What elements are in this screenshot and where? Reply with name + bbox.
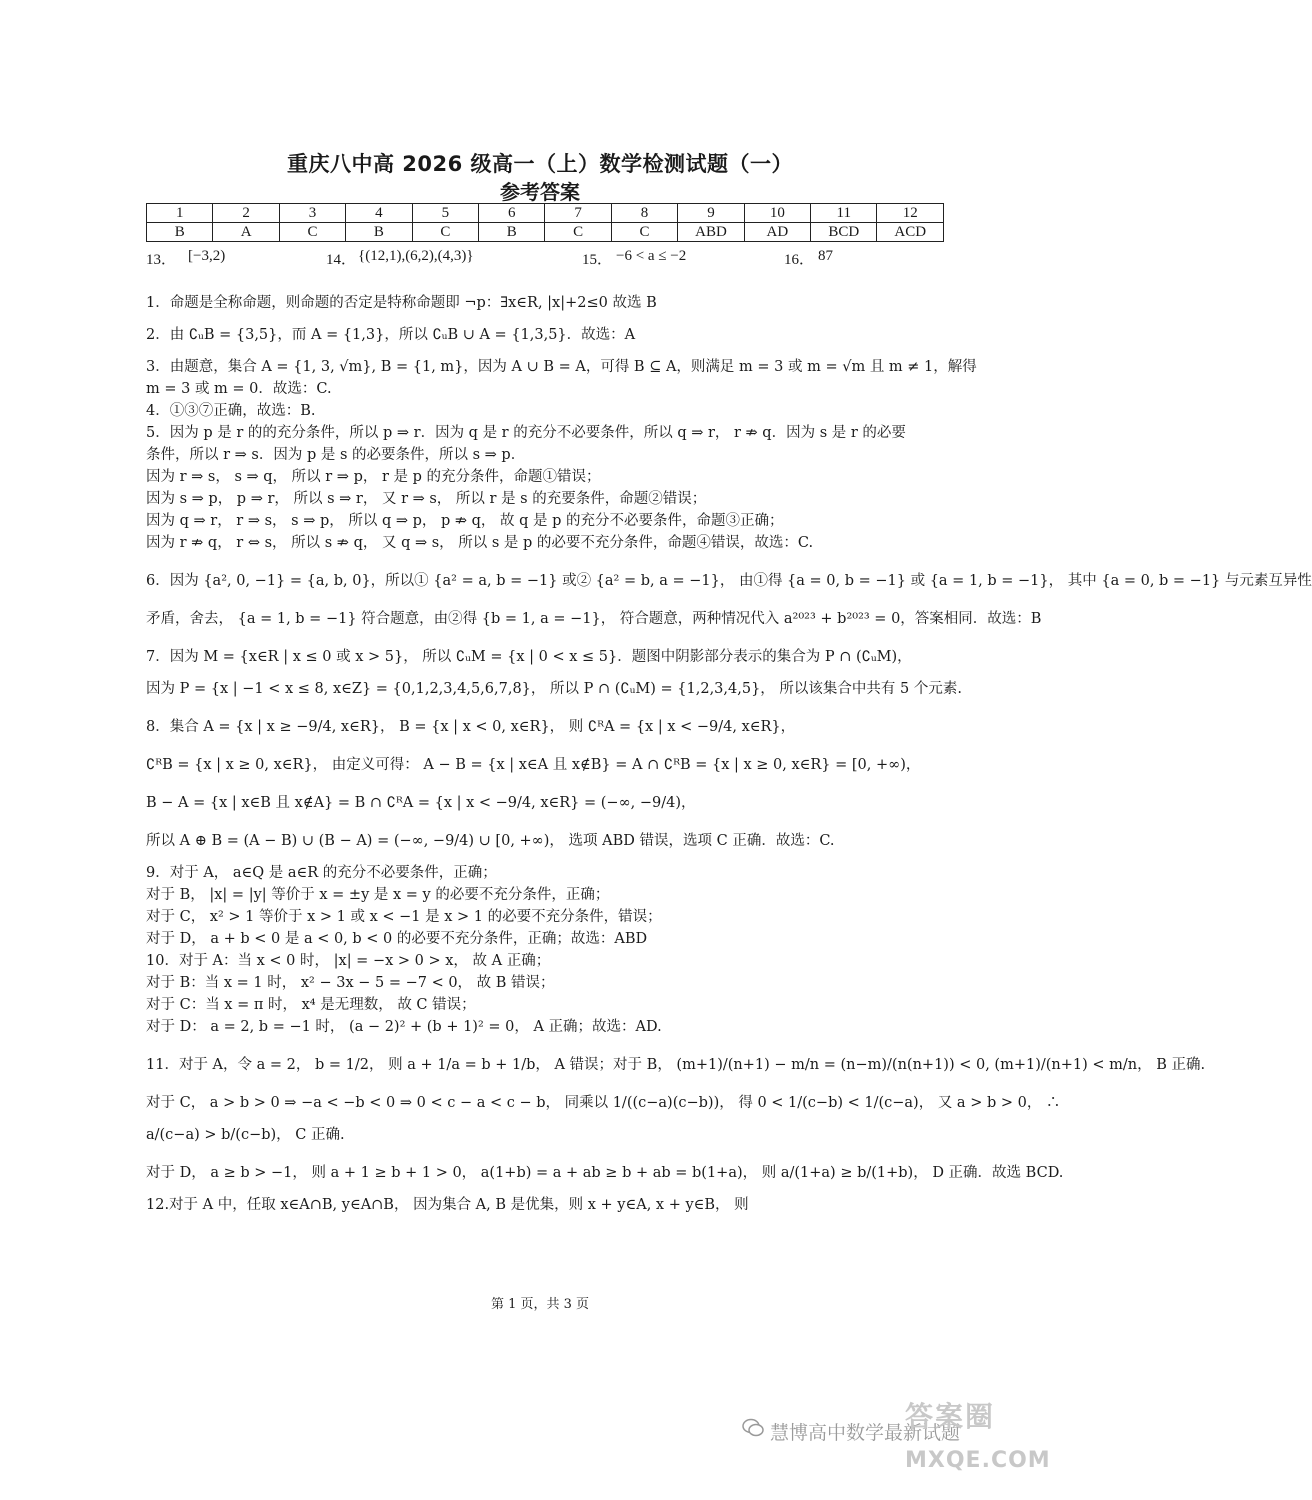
solution-line: 因为 P = {x | −1 < x ≤ 8, x∈Z} = {0,1,2,3,4,5,6,7,8}， 所以 P ∩ (∁ᵤM) = {1,2,3,4,5}， 所以该集合中共有 5 个元素. bbox=[146, 681, 962, 697]
solution-line: 对于 D， a ≥ b > −1， 则 a + 1 ≥ b + 1 > 0， a(1+b) = a + ab ≥ b + ab = b(1+a)， 则 a/(1+a) ≥ b/(1+b)， D 正确．故选 BCD. bbox=[146, 1165, 1064, 1181]
answer-cell: AD bbox=[744, 223, 810, 242]
solution-line: 8．集合 A = {x | x ≥ −9/4, x∈R}， B = {x | x < 0, x∈R}， 则 ∁ᴿA = {x | x < −9/4, x∈R}， bbox=[146, 719, 796, 735]
solution-line: 对于 C， a > b > 0 ⇒ −a < −b < 0 ⇒ 0 < c − a < c − b， 同乘以 1/((c−a)(c−b))， 得 0 < 1/(c−b) < 1/(c−a)， 又 a > b > 0， ∴ bbox=[146, 1095, 1061, 1111]
fill-in-answer: 87 bbox=[818, 248, 833, 264]
watermark-site: MXQE.COM bbox=[905, 1448, 1051, 1473]
fill-in-number: 13． bbox=[146, 252, 177, 268]
answer-table-answer-row bbox=[147, 223, 944, 242]
solution-line: 5．因为 p 是 r 的的充分条件，所以 p ⇒ r．因为 q 是 r 的充分不必要条件，所以 q ⇒ r， r ⇏ q．因为 s 是 r 的必要 bbox=[146, 425, 906, 441]
solution-line: a/(c−a) > b/(c−b)， C 正确. bbox=[146, 1127, 345, 1143]
fill-in-answer: −6 < a ≤ −2 bbox=[616, 248, 687, 264]
solution-line: 对于 C， x² > 1 等价于 x > 1 或 x < −1 是 x > 1 的必要不充分条件，错误； bbox=[146, 909, 662, 925]
solution-line: 7．因为 M = {x∈R | x ≤ 0 或 x > 5}， 所以 ∁ᵤM = {x | 0 < x ≤ 5}．题图中阴影部分表示的集合为 P ∩ (∁ᵤM)， bbox=[146, 649, 912, 665]
solution-line: 矛盾，舍去， {a = 1, b = −1} 符合题意，由②得 {b = 1, a = −1}， 符合题意，两种情况代入 a²⁰²³ + b²⁰²³ = 0，答案相同．故选：B bbox=[146, 611, 1042, 627]
answer-table bbox=[146, 203, 944, 242]
solution-line: 所以 A ⊕ B = (A − B) ∪ (B − A) = (−∞, −9/4) ∪ [0, +∞)， 选项 ABD 错误，选项 C 正确．故选：C. bbox=[146, 833, 835, 849]
answer-cell: ABD bbox=[678, 223, 744, 242]
answer-cell: C bbox=[412, 223, 478, 242]
watermark-text: 慧博高中数学最新试题 bbox=[770, 1422, 961, 1444]
answer-cell: C bbox=[545, 223, 611, 242]
question-number: 4 bbox=[346, 204, 412, 223]
fill-in-number: 16． bbox=[784, 252, 815, 268]
solution-line: m = 3 或 m = 0．故选：C. bbox=[146, 381, 332, 397]
solution-line: 对于 B， |x| = |y| 等价于 x = ±y 是 x = y 的必要不充分条件，正确； bbox=[146, 887, 610, 903]
watermark-logo: 答案圈 bbox=[905, 1400, 996, 1433]
solution-line: 9．对于 A， a∈Q 是 a∈R 的充分不必要条件，正确； bbox=[146, 865, 497, 881]
question-number: 11 bbox=[811, 204, 877, 223]
question-number: 8 bbox=[611, 204, 677, 223]
fill-in-answers bbox=[146, 248, 946, 270]
question-number: 7 bbox=[545, 204, 611, 223]
question-number: 6 bbox=[479, 204, 545, 223]
page-footer: 第 1 页，共 3 页 bbox=[490, 1297, 590, 1312]
question-number: 5 bbox=[412, 204, 478, 223]
question-number: 12 bbox=[877, 204, 944, 223]
question-number: 3 bbox=[279, 204, 345, 223]
solution-line: 因为 r ⇏ q， r ⇔ s， 所以 s ⇏ q， 又 q ⇒ s， 所以 s 是 p 的必要不充分条件，命题④错误，故选：C. bbox=[146, 535, 814, 551]
solution-line: 因为 q ⇒ r， r ⇒ s， s ⇒ p， 所以 q ⇒ p， p ⇏ q， 故 q 是 p 的充分不必要条件，命题③正确； bbox=[146, 513, 784, 529]
fill-in-number: 15． bbox=[582, 252, 613, 268]
solution-line: 对于 D， a + b < 0 是 a < 0, b < 0 的必要不充分条件，正确；故选：ABD bbox=[146, 931, 648, 947]
answer-cell: ACD bbox=[877, 223, 944, 242]
answer-cell: B bbox=[346, 223, 412, 242]
solution-line: 1．命题是全称命题，则命题的否定是特称命题即 ¬p：∃x∈R, |x|+2≤0 故选 B bbox=[146, 295, 657, 311]
wechat-icon bbox=[742, 1418, 764, 1438]
question-number: 9 bbox=[678, 204, 744, 223]
solution-line: 3．由题意，集合 A = {1, 3, √m}, B = {1, m}，因为 A ∪ B = A，可得 B ⊆ A，则满足 m = 3 或 m = √m 且 m ≠ 1，解得 bbox=[146, 359, 977, 375]
document-subtitle: 参考答案 bbox=[500, 180, 580, 204]
answer-cell: C bbox=[279, 223, 345, 242]
answer-cell: B bbox=[479, 223, 545, 242]
solutions bbox=[146, 292, 1312, 1216]
solution-line: 4．①③⑦正确，故选：B. bbox=[146, 403, 316, 419]
solution-line: 因为 s ⇒ p， p ⇒ r， 所以 s ⇒ r， 又 r ⇒ s， 所以 r 是 s 的充要条件，命题②错误； bbox=[146, 491, 707, 507]
question-number: 10 bbox=[744, 204, 810, 223]
solution-line: 对于 B：当 x = 1 时， x² − 3x − 5 = −7 < 0， 故 B 错误； bbox=[146, 975, 555, 991]
solution-line: 6．因为 {a², 0, −1} = {a, b, 0}，所以① {a² = a, b = −1} 或② {a² = b, a = −1}， 由①得 {a = 0, b = −1} 或 {a = 1, b = −1}， 其中 {a = 0, b = −1} 与元素互异性 bbox=[146, 573, 1312, 589]
answer-cell: C bbox=[611, 223, 677, 242]
question-number: 1 bbox=[147, 204, 213, 223]
fill-in-answer: [−3,2) bbox=[188, 248, 226, 264]
solution-line: B − A = {x | x∈B 且 x∉A} = B ∩ ∁ᴿA = {x | x < −9/4, x∈R} = (−∞, −9/4)， bbox=[146, 795, 696, 811]
document-title: 重庆八中高 2026 级高一（上）数学检测试题（一） bbox=[286, 152, 794, 176]
fill-in-number: 14． bbox=[326, 252, 357, 268]
question-number: 2 bbox=[213, 204, 279, 223]
solution-line: ∁ᴿB = {x | x ≥ 0, x∈R}， 由定义可得： A − B = {x | x∈A 且 x∉B} = A ∩ ∁ᴿB = {x | x ≥ 0, x∈R} = [0, +∞)， bbox=[146, 757, 921, 773]
solution-line: 2．由 ∁ᵤB = {3,5}，而 A = {1,3}，所以 ∁ᵤB ∪ A = {1,3,5}．故选：A bbox=[146, 327, 636, 343]
answer-cell: A bbox=[213, 223, 279, 242]
solution-line: 10．对于 A：当 x < 0 时， |x| = −x > 0 > x， 故 A 正确； bbox=[146, 953, 551, 969]
solution-line: 条件，所以 r ⇒ s．因为 p 是 s 的必要条件，所以 s ⇒ p． bbox=[146, 447, 526, 463]
solution-line: 11．对于 A，令 a = 2， b = 1/2， 则 a + 1/a = b + 1/b， A 错误；对于 B， (m+1)/(n+1) − m/n = (n−m)/(n(n+1)) < 0, (m+1)/(n+1) < m/n， B 正确. bbox=[146, 1057, 1206, 1073]
answer-cell: BCD bbox=[811, 223, 877, 242]
solution-line: 因为 r ⇒ s， s ⇒ q， 所以 r ⇒ p， r 是 p 的充分条件，命题①错误； bbox=[146, 469, 601, 485]
answer-table-number-row bbox=[147, 204, 944, 223]
solution-line: 对于 D： a = 2, b = −1 时， (a − 2)² + (b + 1)² = 0， A 正确；故选：AD. bbox=[146, 1019, 662, 1035]
solution-line: 对于 C：当 x = π 时， x⁴ 是无理数， 故 C 错误； bbox=[146, 997, 476, 1013]
solution-line: 12.对于 A 中，任取 x∈A∩B, y∈A∩B， 因为集合 A, B 是优集，则 x + y∈A, x + y∈B， 则 bbox=[146, 1197, 749, 1213]
fill-in-answer: {(12,1),(6,2),(4,3)} bbox=[358, 248, 474, 264]
answer-cell: B bbox=[147, 223, 213, 242]
